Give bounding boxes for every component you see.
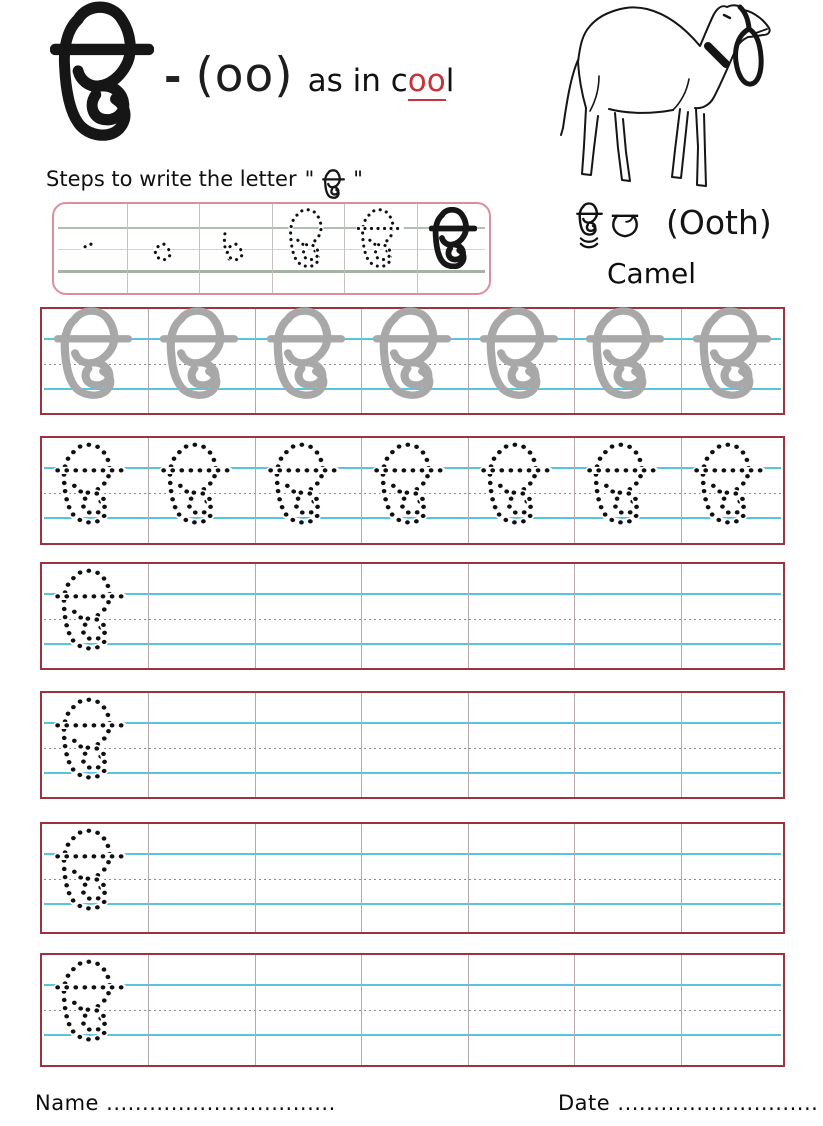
practice-cell-divider <box>148 824 149 932</box>
practice-row-4 <box>40 691 785 799</box>
practice-cell-divider <box>255 309 256 413</box>
writing-guideline <box>44 722 781 724</box>
writing-guideline <box>44 1034 781 1036</box>
practice-cell-divider <box>255 693 256 797</box>
practice-cell-divider <box>468 564 469 668</box>
practice-cell-divider <box>574 564 575 668</box>
date-field-label: Date ............................ <box>558 1091 819 1115</box>
usage-highlight: oo <box>407 63 446 99</box>
step-letter-1 <box>66 207 114 273</box>
writing-guideline <box>44 984 781 986</box>
practice-row-2 <box>40 436 785 545</box>
word-romanization: (Ooth) <box>666 203 772 242</box>
practice-cell-divider <box>468 438 469 543</box>
practice-row-5 <box>40 822 785 934</box>
practice-cell-divider <box>574 309 575 413</box>
quote-close: " <box>353 167 363 191</box>
quote-open: " <box>304 167 315 191</box>
practice-cell-divider <box>574 693 575 797</box>
practice-cell-divider <box>681 309 682 413</box>
word-meaning: Camel <box>607 257 696 290</box>
step-letter-3 <box>211 207 259 273</box>
practice-cell-divider <box>681 955 682 1065</box>
midline-dotted <box>44 619 781 620</box>
step-cell-divider <box>199 204 200 293</box>
step-cell-divider <box>127 204 128 293</box>
practice-cell-divider <box>681 693 682 797</box>
writing-guideline <box>44 853 781 855</box>
vocab-word-line <box>576 202 772 254</box>
practice-row-1 <box>40 307 785 415</box>
midline-dotted <box>44 1010 781 1011</box>
step-letter-6 <box>429 207 477 273</box>
steps-title <box>46 167 371 204</box>
phonetic-text: (oo) <box>195 48 294 103</box>
step-cell-divider <box>272 204 273 293</box>
practice-cell-divider <box>681 438 682 543</box>
practice-cell-divider <box>148 564 149 668</box>
midline-dotted <box>44 748 781 749</box>
gurmukhi-word-ooth-letter2 <box>610 207 640 245</box>
camel-line-drawing <box>552 2 817 198</box>
writing-guideline <box>44 772 781 774</box>
practice-cell-divider <box>468 824 469 932</box>
pronunciation-line <box>164 48 454 103</box>
practice-cell-divider <box>361 955 362 1065</box>
steps-title-text: Steps to write the letter <box>46 167 297 191</box>
writing-guideline <box>44 643 781 645</box>
step-letter-2 <box>139 207 187 273</box>
writing-guideline <box>44 593 781 595</box>
gurmukhi-letter-ura-large <box>50 1 154 145</box>
gurmukhi-word-ooth-letter1 <box>576 202 606 254</box>
separator-dash: - <box>164 52 182 101</box>
practice-cell-divider <box>148 309 149 413</box>
usage-example: as in cool <box>307 63 455 99</box>
practice-cell-divider <box>468 309 469 413</box>
practice-cell-divider <box>148 693 149 797</box>
practice-cell-divider <box>681 564 682 668</box>
practice-cell-divider <box>255 955 256 1065</box>
practice-cell-divider <box>574 438 575 543</box>
practice-cell-divider <box>255 438 256 543</box>
practice-cell-divider <box>468 693 469 797</box>
step-cell-divider <box>417 204 418 293</box>
practice-cell-divider <box>361 309 362 413</box>
practice-cell-divider <box>574 955 575 1065</box>
practice-cell-divider <box>255 824 256 932</box>
name-dotted-line: ................................ <box>106 1091 336 1115</box>
practice-cell-divider <box>361 824 362 932</box>
dulainkar-vowel-mark <box>579 235 599 249</box>
practice-cell-divider <box>148 955 149 1065</box>
practice-cell-divider <box>361 438 362 543</box>
writing-guideline <box>44 903 781 905</box>
step-letter-5 <box>356 207 404 273</box>
step-cell-divider <box>344 204 345 293</box>
practice-cell-divider <box>574 824 575 932</box>
midline-dotted <box>44 879 781 880</box>
letter-steps-strip <box>52 202 491 295</box>
name-field-label: Name ................................ <box>35 1091 336 1115</box>
practice-cell-divider <box>361 693 362 797</box>
practice-cell-divider <box>361 564 362 668</box>
practice-cell-divider <box>681 824 682 932</box>
practice-row-3 <box>40 562 785 670</box>
practice-row-6 <box>40 953 785 1067</box>
practice-cell-divider <box>468 955 469 1065</box>
step-letter-4 <box>284 207 332 273</box>
practice-cell-divider <box>148 438 149 543</box>
practice-cell-divider <box>255 564 256 668</box>
date-dotted-line: ............................ <box>617 1091 819 1115</box>
gurmukhi-letter-ura-small <box>322 167 345 204</box>
